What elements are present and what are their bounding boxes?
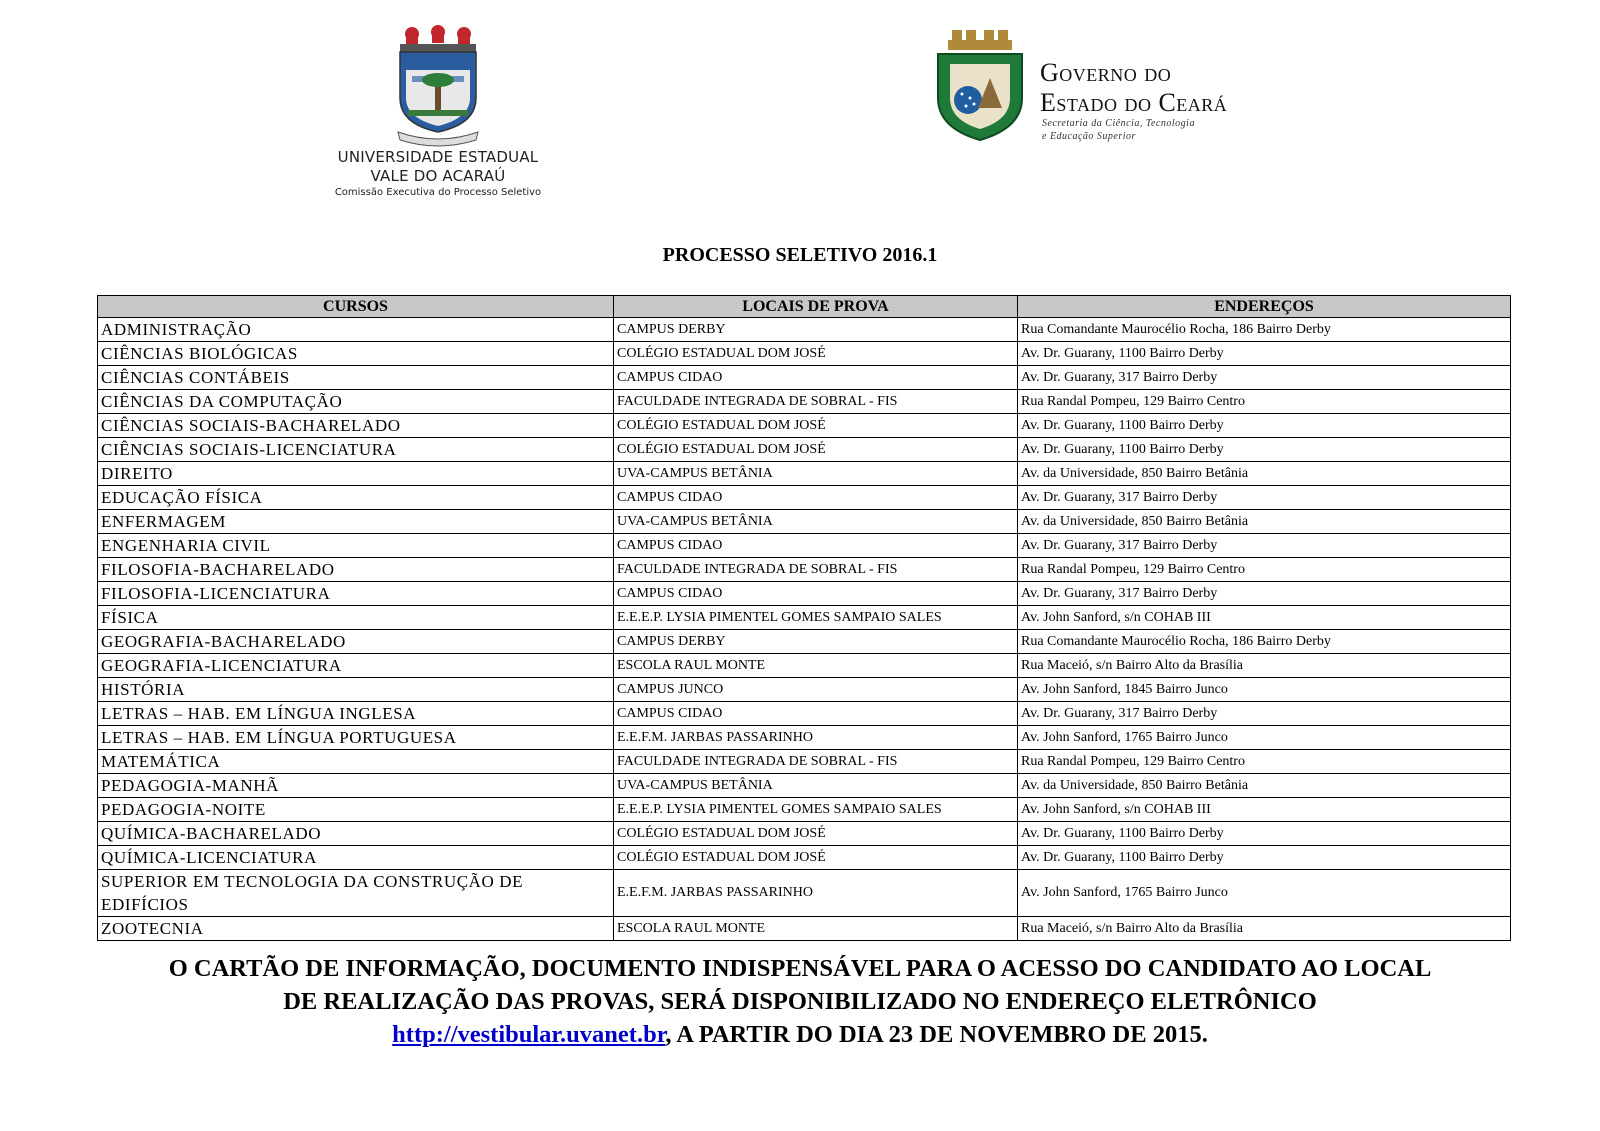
uva-name-line2: VALE DO ACARAÚ	[370, 167, 506, 185]
address-cell: Av. Dr. Guarany, 1100 Bairro Derby	[1018, 846, 1511, 870]
course-cell: PEDAGOGIA-MANHÃ	[98, 774, 614, 798]
course-cell: ADMINISTRAÇÃO	[98, 318, 614, 342]
venue-cell: CAMPUS DERBY	[614, 318, 1018, 342]
table-row	[98, 414, 1511, 438]
table-row	[98, 582, 1511, 606]
venue-cell: CAMPUS CIDAO	[614, 702, 1018, 726]
address-cell: Av. da Universidade, 850 Bairro Betânia	[1018, 510, 1511, 534]
table-row	[98, 870, 1511, 917]
government-logo	[930, 28, 1290, 148]
exam-venue-table	[97, 295, 1511, 941]
course-cell: ENFERMAGEM	[98, 510, 614, 534]
address-cell: Av. Dr. Guarany, 1100 Bairro Derby	[1018, 822, 1511, 846]
table-row	[98, 654, 1511, 678]
course-cell: CIÊNCIAS CONTÁBEIS	[98, 366, 614, 390]
course-cell: FILOSOFIA-BACHARELADO	[98, 558, 614, 582]
venue-cell: FACULDADE INTEGRADA DE SOBRAL - FIS	[614, 558, 1018, 582]
address-cell: Rua Maceió, s/n Bairro Alto da Brasília	[1018, 917, 1511, 941]
table-row	[98, 462, 1511, 486]
table-row	[98, 774, 1511, 798]
course-cell: ZOOTECNIA	[98, 917, 614, 941]
address-cell: Av. John Sanford, 1845 Bairro Junco	[1018, 678, 1511, 702]
course-cell: HISTÓRIA	[98, 678, 614, 702]
course-cell: CIÊNCIAS DA COMPUTAÇÃO	[98, 390, 614, 414]
vestibular-link[interactable]: http://vestibular.uvanet.br	[392, 1021, 666, 1048]
course-cell: DIREITO	[98, 462, 614, 486]
venue-cell: COLÉGIO ESTADUAL DOM JOSÉ	[614, 846, 1018, 870]
notice	[60, 952, 1540, 1051]
venue-cell: E.E.E.P. LYSIA PIMENTEL GOMES SAMPAIO SALES	[614, 606, 1018, 630]
address-cell: Rua Maceió, s/n Bairro Alto da Brasília	[1018, 654, 1511, 678]
uva-crest-icon	[388, 20, 488, 148]
course-cell: GEOGRAFIA-BACHARELADO	[98, 630, 614, 654]
address-cell: Rua Randal Pompeu, 129 Bairro Centro	[1018, 558, 1511, 582]
course-cell: QUÍMICA-BACHARELADO	[98, 822, 614, 846]
venue-cell: COLÉGIO ESTADUAL DOM JOSÉ	[614, 342, 1018, 366]
course-cell: FILOSOFIA-LICENCIATURA	[98, 582, 614, 606]
address-cell: Av. John Sanford, s/n COHAB III	[1018, 798, 1511, 822]
course-cell: QUÍMICA-LICENCIATURA	[98, 846, 614, 870]
gov-secretariat-line1: Secretaria da Ciência, Tecnologia	[1042, 118, 1195, 129]
header-venues: LOCAIS DE PROVA	[614, 296, 1018, 318]
course-cell: CIÊNCIAS BIOLÓGICAS	[98, 342, 614, 366]
venue-cell: E.E.E.P. LYSIA PIMENTEL GOMES SAMPAIO SALES	[614, 798, 1018, 822]
address-cell: Av. Dr. Guarany, 1100 Bairro Derby	[1018, 438, 1511, 462]
address-cell: Rua Randal Pompeu, 129 Bairro Centro	[1018, 390, 1511, 414]
address-cell: Av. John Sanford, s/n COHAB III	[1018, 606, 1511, 630]
venue-cell: CAMPUS CIDAO	[614, 582, 1018, 606]
course-cell: PEDAGOGIA-NOITE	[98, 798, 614, 822]
table-row	[98, 558, 1511, 582]
address-cell: Av. Dr. Guarany, 317 Bairro Derby	[1018, 534, 1511, 558]
gov-secretariat-line2: e Educação Superior	[1042, 131, 1136, 142]
venue-cell: FACULDADE INTEGRADA DE SOBRAL - FIS	[614, 390, 1018, 414]
address-cell: Rua Comandante Maurocélio Rocha, 186 Bairro Derby	[1018, 318, 1511, 342]
header-courses: CURSOS	[98, 296, 614, 318]
table-row	[98, 678, 1511, 702]
address-cell: Av. Dr. Guarany, 1100 Bairro Derby	[1018, 414, 1511, 438]
table-body	[98, 318, 1511, 941]
table-row	[98, 438, 1511, 462]
uva-subtitle: Comissão Executiva do Processo Seletivo	[334, 187, 542, 198]
venue-cell: UVA-CAMPUS BETÂNIA	[614, 510, 1018, 534]
table-row	[98, 917, 1511, 941]
address-cell: Av. Dr. Guarany, 317 Bairro Derby	[1018, 366, 1511, 390]
table-row	[98, 702, 1511, 726]
header-addresses: ENDEREÇOS	[1018, 296, 1511, 318]
venue-cell: UVA-CAMPUS BETÂNIA	[614, 462, 1018, 486]
venue-cell: CAMPUS CIDAO	[614, 486, 1018, 510]
table-row	[98, 318, 1511, 342]
address-cell: Av. Dr. Guarany, 317 Bairro Derby	[1018, 486, 1511, 510]
course-cell: CIÊNCIAS SOCIAIS-LICENCIATURA	[98, 438, 614, 462]
address-cell: Rua Randal Pompeu, 129 Bairro Centro	[1018, 750, 1511, 774]
table-row	[98, 486, 1511, 510]
address-cell: Rua Comandante Maurocélio Rocha, 186 Bairro Derby	[1018, 630, 1511, 654]
venue-cell: COLÉGIO ESTADUAL DOM JOSÉ	[614, 438, 1018, 462]
notice-line3	[60, 1018, 1540, 1051]
address-cell: Av. da Universidade, 850 Bairro Betânia	[1018, 462, 1511, 486]
course-cell: LETRAS – HAB. EM LÍNGUA INGLESA	[98, 702, 614, 726]
table-row	[98, 342, 1511, 366]
table-row	[98, 606, 1511, 630]
venue-cell: E.E.F.M. JARBAS PASSARINHO	[614, 870, 1018, 917]
course-cell: CIÊNCIAS SOCIAIS-BACHARELADO	[98, 414, 614, 438]
table-row	[98, 798, 1511, 822]
gov-name-line1: Governo do	[1040, 58, 1172, 87]
course-cell: GEOGRAFIA-LICENCIATURA	[98, 654, 614, 678]
table-row	[98, 750, 1511, 774]
venue-cell: CAMPUS CIDAO	[614, 534, 1018, 558]
course-cell: ENGENHARIA CIVIL	[98, 534, 614, 558]
address-cell: Av. da Universidade, 850 Bairro Betânia	[1018, 774, 1511, 798]
course-cell: MATEMÁTICA	[98, 750, 614, 774]
address-cell: Av. Dr. Guarany, 317 Bairro Derby	[1018, 702, 1511, 726]
course-cell: EDUCAÇÃO FÍSICA	[98, 486, 614, 510]
venue-cell: CAMPUS JUNCO	[614, 678, 1018, 702]
table-row	[98, 534, 1511, 558]
table-header-row	[98, 296, 1511, 318]
table-row	[98, 726, 1511, 750]
notice-line2: DE REALIZAÇÃO DAS PROVAS, SERÁ DISPONIBILIZADO NO ENDEREÇO ELETRÔNICO	[283, 988, 1317, 1015]
table-row	[98, 822, 1511, 846]
gov-name-line2: Estado do Ceará	[1040, 88, 1228, 117]
address-cell: Av. John Sanford, 1765 Bairro Junco	[1018, 726, 1511, 750]
table-row	[98, 366, 1511, 390]
venue-cell: UVA-CAMPUS BETÂNIA	[614, 774, 1018, 798]
venue-cell: CAMPUS CIDAO	[614, 366, 1018, 390]
course-cell: FÍSICA	[98, 606, 614, 630]
table-row	[98, 390, 1511, 414]
uva-logo	[318, 20, 558, 200]
address-cell: Av. John Sanford, 1765 Bairro Junco	[1018, 870, 1511, 917]
venue-cell: COLÉGIO ESTADUAL DOM JOSÉ	[614, 822, 1018, 846]
venue-cell: COLÉGIO ESTADUAL DOM JOSÉ	[614, 414, 1018, 438]
venue-cell: ESCOLA RAUL MONTE	[614, 654, 1018, 678]
address-cell: Av. Dr. Guarany, 1100 Bairro Derby	[1018, 342, 1511, 366]
table-row	[98, 510, 1511, 534]
table-row	[98, 630, 1511, 654]
table-row	[98, 846, 1511, 870]
venue-cell: FACULDADE INTEGRADA DE SOBRAL - FIS	[614, 750, 1018, 774]
document-title: PROCESSO SELETIVO 2016.1	[662, 244, 938, 266]
notice-line1: O CARTÃO DE INFORMAÇÃO, DOCUMENTO INDISPENSÁVEL PARA O ACESSO DO CANDIDATO AO LOCAL	[168, 955, 1432, 982]
course-cell: LETRAS – HAB. EM LÍNGUA PORTUGUESA	[98, 726, 614, 750]
address-cell: Av. Dr. Guarany, 317 Bairro Derby	[1018, 582, 1511, 606]
uva-name-line1: UNIVERSIDADE ESTADUAL	[337, 148, 539, 166]
venue-cell: CAMPUS DERBY	[614, 630, 1018, 654]
venue-cell: E.E.F.M. JARBAS PASSARINHO	[614, 726, 1018, 750]
ceara-crest-icon	[930, 28, 1030, 144]
venue-cell: ESCOLA RAUL MONTE	[614, 917, 1018, 941]
notice-date-text: , A PARTIR DO DIA 23 DE NOVEMBRO DE 2015.	[665, 1021, 1208, 1048]
course-cell: SUPERIOR EM TECNOLOGIA DA CONSTRUÇÃO DE EDIFÍCIOS	[98, 870, 614, 917]
